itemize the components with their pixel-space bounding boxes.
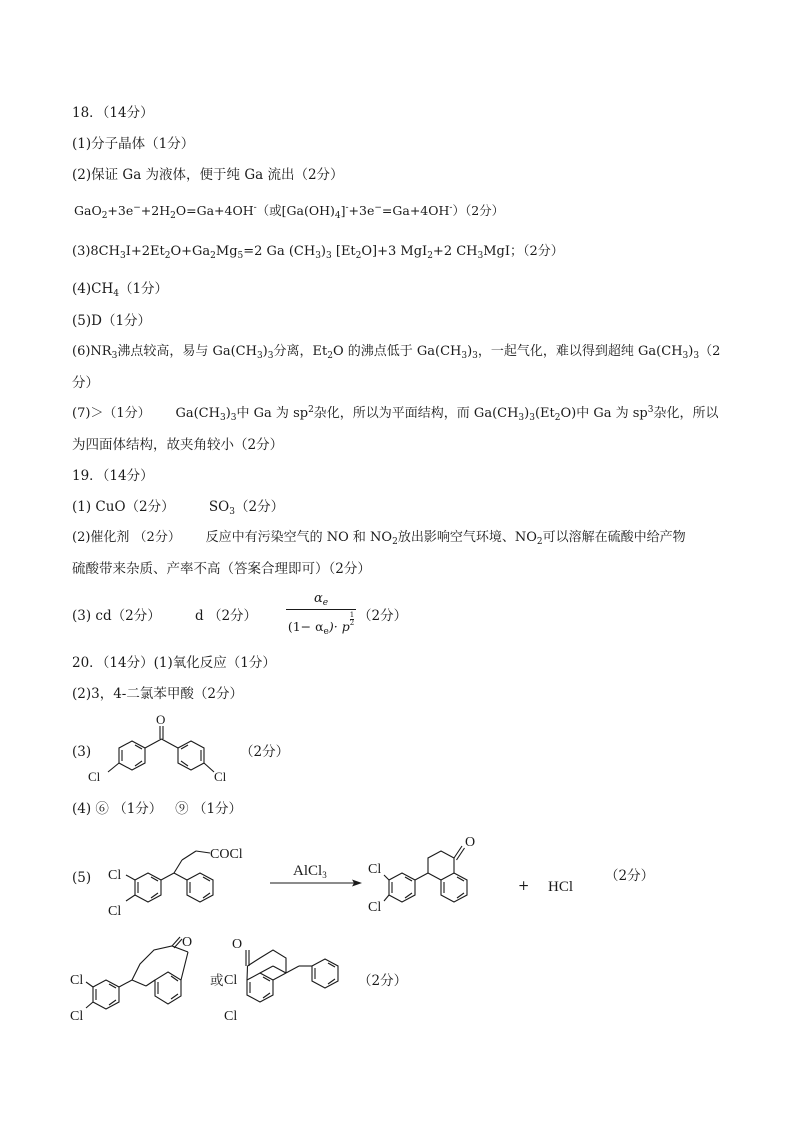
q18-answer-7: (7)＞（1分） $Ga(CH_3)_3$中 Ga 为 $sp^2$杂化，所以为平面结构，而 $Ga(CH_3)_3(Et_2O)$中 Ga 为 $sp^3$杂化，所以 [72,405,719,423]
acyl-chloride-reactant-structure [100,830,260,922]
q20-answer-3-score: （2分） [240,744,290,760]
q20-answer-2: (2)3，4-二氯苯甲酸（2分） [72,686,243,702]
q20-answer-3-label: (3) [72,744,92,760]
chlorine-b: Cl [224,1009,238,1024]
chlorine-right: Cl [214,769,227,784]
q18-answer-5: (5)D（1分） [72,313,152,329]
plus-sign: + [518,878,530,894]
or-text: 或 [210,973,224,989]
q19-answer-1: (1) CuO（2分） $SO_3(2$分） [72,499,285,517]
alternative-product-2-structure [224,928,364,1028]
q19-answer-2: (2)催化剂 （2分） 反应中有污染空气的 NO 和 $NO_2$放出影响空气环境、$NO_2$可以溶解在硫酸中给产物 [72,530,686,547]
dichlorobenzophenone-structure [84,712,244,786]
chlorine-left: Cl [88,769,101,784]
chlorine-3: Cl [70,973,84,988]
q18-header: 18．（14分） [72,105,154,121]
ketone-oxygen: O [465,835,476,850]
chlorine-a: Cl [224,973,238,988]
q20-answer-6-score: （2分） [358,973,408,989]
reagent-label: AlCl$_3$ [293,863,327,880]
reaction-arrow [268,878,364,888]
chlorine-4: Cl [108,904,122,919]
q19-answer-3: (3) cd（2分） d （2分） [72,608,258,624]
q20-header: 20．（14分）(1)氧化反应（1分） [72,655,276,671]
q18-equation-1: $GaO_2+3e^-+2H_2O=Ga+4OH^-$（或$[Ga(OH)_4]^-+3e^-=Ga+4OH^-)(2$分） [74,203,505,221]
tetralone-product-structure [366,830,516,922]
fraction-bar [286,609,356,610]
q20-answer-5-label: (5) [72,870,92,886]
ketone-oxygen: O [182,935,193,950]
carbonyl-oxygen: O [156,712,166,727]
q19-header: 19．（14分） [72,468,154,484]
ketone-oxygen: O [232,937,243,952]
q19-answer-2-cont: 硫酸带来杂质、产率不高（答案合理即可）（2分） [72,561,371,577]
q18-answer-1: (1)分子晶体（1分） [72,136,195,152]
q20-answer-4: (4) ⑥ （1分） ⑨ （1分） [72,801,243,817]
chlorine-3: Cl [108,868,122,883]
hcl-byproduct: HCl [548,879,574,895]
alternative-product-1-structure [68,928,208,1028]
q18-answer-6-cont: 分） [72,375,99,391]
q18-answer-4: $(4)CH_4(1$分） [72,281,169,299]
q18-answer-6: $(6)NR_3$沸点较高，易与 $Ga(CH_3)_3$分离，$Et_2O$ 的沸点低于 $Ga(CH_3)_3$，一起气化，难以得到超纯 $Ga(CH_3)_3(2$ [72,344,721,361]
q18-answer-2: (2)保证 Ga 为液体，便于纯 Ga 流出（2分） [72,167,344,183]
q20-answer-5-score: （2分） [605,868,655,884]
q19-answer-3-score: （2分） [358,608,408,624]
acyl-chloride-group: COCl [210,847,243,862]
chlorine-4: Cl [70,1009,84,1024]
kp-fraction [286,591,356,636]
q18-answer-7-cont: 为四面体结构，故夹角较小（2分） [72,437,284,453]
chlorine-3: Cl [368,862,382,877]
q18-equation-2: $(3)8CH_3I+2Et_2O+Ga_2Mg_5=2$ Ga $(CH_3)_3$ $[Et_2O]+3$ MgI$_2$+2 $CH_3MgI$；（2分） [72,244,564,261]
chlorine-4: Cl [368,900,382,915]
fraction-denominator: $(1- \alpha_e)\cdot p$ $\frac{1}{2}$ [287,611,355,637]
fraction-numerator: $\alpha_e$ [313,591,329,608]
